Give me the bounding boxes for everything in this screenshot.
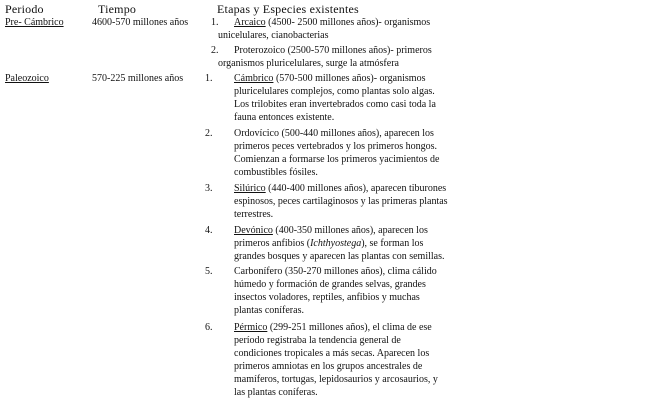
etapa-devonico [234, 224, 428, 237]
etapa-line: Los trilobites eran invertebrados como casi toda la [234, 99, 436, 110]
etapa-line: primeros peces vertebrados y los primeros hongos. [234, 141, 438, 152]
etapa-text: (4500- 2500 millones años)- organismos [265, 17, 431, 28]
item-number: 5. [205, 266, 213, 277]
etapa-name: Pérmico [234, 322, 268, 333]
etapa-text: (440-400 millones años), aparecen tiburones [265, 183, 447, 194]
etapa-arcaico [234, 16, 430, 29]
item-number: 6. [205, 322, 213, 333]
etapa-line: húmedo y formación de grandes selvas, grandes [234, 279, 426, 290]
item-number: 1. [211, 17, 219, 28]
header-periodo: Periodo [5, 2, 44, 16]
etapa-silurico [234, 182, 446, 195]
periodo-precambrico: Pre- Cámbrico [5, 17, 64, 28]
etapa-line: espinosos, peces cartilaginosos y las primeras plantas [234, 196, 448, 207]
tiempo-paleozoico: 570-225 millones años [92, 73, 184, 84]
etapa-proterozoico: Proterozoico (2500-570 millones años)- primeros [234, 45, 432, 56]
etapa-name: Cámbrico [234, 73, 274, 84]
etapa-line: terrestres. [234, 209, 274, 220]
etapa-line: período registraba la tendencia general de [234, 335, 401, 346]
item-number: 3. [205, 183, 213, 194]
etapa-line [234, 237, 423, 250]
etapa-line: organismos pluricelulares, surge la atmósfera [218, 58, 399, 69]
etapa-text: (400-350 millones años), aparecen los [272, 225, 428, 236]
item-number: 1. [205, 73, 213, 84]
item-number: 2. [205, 128, 213, 139]
etapa-line: combustibles fósiles. [234, 167, 318, 178]
item-number: 4. [205, 225, 213, 236]
periodo-paleozoico: Paleozoico [5, 73, 49, 84]
etapa-line: mamíferos, tortugas, lepidosaurios y arcosaurios, y [234, 374, 438, 385]
etapa-name: Arcaico [234, 17, 266, 28]
item-number: 2. [211, 45, 219, 56]
etapa-line: pluricelulares complejos, como plantas solo algas. [234, 86, 435, 97]
etapa-permico [234, 321, 432, 334]
etapa-ordovicico: Ordovícico (500-440 millones años), aparecen los [234, 128, 434, 139]
etapa-name: Silúrico [234, 183, 266, 194]
etapa-line: insectos voladores, reptiles, anfibios y muchas [234, 292, 420, 303]
etapa-line: grandes bosques y aparecen las plantas con semillas. [234, 251, 445, 262]
tiempo-precambrico: 4600-570 millones años [92, 17, 189, 28]
etapa-line: plantas coníferas. [234, 305, 304, 316]
etapa-line: primeros amniotas en los grupos ancestrales de [234, 361, 423, 372]
etapa-text: (299-251 millones años), el clima de ese [267, 322, 432, 333]
etapa-line: Comienzan a formarse los primeros yacimientos de [234, 154, 440, 165]
etapa-text: (570-500 millones años)- organismos [273, 73, 426, 84]
header-tiempo: Tiempo [98, 2, 137, 16]
species-name: Ichthyostega [310, 238, 362, 249]
etapa-line: condiciones tropicales a más secas. Aparecen los [234, 348, 430, 359]
etapa-name: Devónico [234, 225, 273, 236]
etapa-cambrico [234, 72, 425, 85]
etapa-text: primeros anfibios ( [234, 238, 311, 249]
etapa-text: ), se forman los [361, 238, 424, 249]
etapa-line: fauna entonces existente. [234, 112, 335, 123]
etapa-line: unicelulares, cianobacterias [218, 30, 329, 41]
header-etapas: Etapas y Especies existentes [217, 2, 359, 16]
etapa-carbonifero: Carbonífero (350-270 millones años), clima cálido [234, 266, 437, 277]
etapa-line: las plantas coníferas. [234, 387, 318, 398]
